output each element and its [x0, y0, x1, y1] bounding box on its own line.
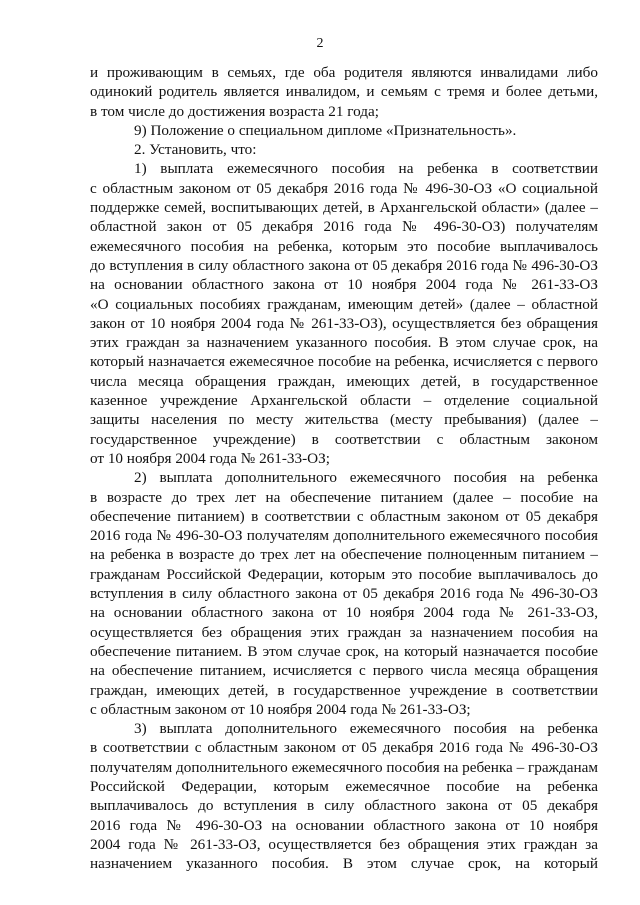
text-line: 2016 года № 496-30-ОЗ на основании областного закона от 10 ноября [90, 816, 598, 834]
document-body [90, 63, 598, 873]
page-number: 2 [316, 36, 324, 51]
text-line: на основании областного закона от 10 ноября 2004 года № 261-33-ОЗ [90, 276, 598, 294]
text-line: 1) выплата ежемесячного пособия на ребенка в соответствии [134, 160, 598, 178]
text-line: на основании областного закона от 10 ноября 2004 года № 261-33-ОЗ, [90, 604, 598, 622]
text-line: числа месяца обращения граждан, имеющих детей, в государственное [90, 372, 598, 390]
text-line: защиты населения по месту жительства (месту пребывания) (далее – [90, 411, 598, 429]
text-line: казенное учреждение Архангельской области – отделение социальной [90, 392, 598, 410]
text-line: гражданам Российской Федерации, которым это пособие выплачивалось до [90, 565, 598, 583]
text-line: с областным законом от 05 декабря 2016 года № 496-30-ОЗ «О социальной [90, 179, 598, 197]
text-line: получателям дополнительного ежемесячного пособия на ребенка – гражданам [90, 758, 598, 776]
text-line: 3) выплата дополнительного ежемесячного пособия на ребенка [134, 720, 598, 738]
text-line: ежемесячного пособия на ребенка, которым это пособие выплачивалось [90, 237, 598, 255]
text-line: 9) Положение о специальном дипломе «Признательность». [134, 121, 517, 139]
text-line: от 10 ноября 2004 года № 261-33-ОЗ; [90, 449, 330, 467]
text-line: 2016 года № 496-30-ОЗ получателям дополнительного ежемесячного пособия [90, 527, 598, 545]
text-line: обеспечение питанием. В этом случае срок, на который назначается пособие [90, 642, 598, 660]
text-line: в том числе до достижения возраста 21 года; [90, 102, 379, 120]
text-line: 2) выплата дополнительного ежемесячного пособия на ребенка [134, 469, 598, 487]
text-line: на обеспечение питанием, исчисляется с первого числа месяца обращения [90, 662, 598, 680]
text-line: Российской Федерации, которым ежемесячное пособие на ребенка [90, 777, 598, 795]
text-line: государственное учреждение) в соответствии с областным законом [90, 430, 598, 448]
text-line: областной закон от 05 декабря 2016 года № 496-30-ОЗ) получателям [90, 218, 598, 236]
text-line: который назначается ежемесячное пособие на ребенка, исчисляется с первого [90, 353, 598, 371]
text-line: «О социальных пособиях гражданам, имеющим детей» (далее – областной [90, 295, 598, 313]
text-line: до вступления в силу областного закона от 05 декабря 2016 года № 496-30-ОЗ [90, 256, 598, 274]
text-line: поддержке семей, воспитывающих детей, в Архангельской области» (далее – [90, 199, 598, 217]
text-line: 2. Установить, что: [134, 141, 257, 159]
text-line: в соответствии с областным законом от 05 декабря 2016 года № 496-30-ОЗ [90, 739, 598, 757]
text-line: назначением указанного пособия. В этом случае срок, на который [90, 855, 598, 873]
text-line: в возрасте до трех лет на обеспечение питанием (далее – пособие на [90, 488, 598, 506]
text-line: обеспечение питанием) в соответствии с областным законом от 05 декабря [90, 507, 598, 525]
text-line: граждан, имеющих детей, в государственное учреждение в соответствии [90, 681, 598, 699]
text-line: и проживающим в семьях, где оба родителя являются инвалидами либо [90, 64, 598, 81]
text-line: выплачивалось до вступления в силу областного закона от 05 декабря [90, 797, 598, 815]
text-line: закон от 10 ноября 2004 года № 261-33-ОЗ), осуществляется без обращения [90, 314, 598, 332]
text-line: 2004 года № 261-33-ОЗ, осуществляется без обращения этих граждан за [90, 835, 598, 853]
text-line: на ребенка в возрасте до трех лет на обеспечение полноценным питанием – [90, 546, 598, 564]
text-line: вступления в силу областного закона от 05 декабря 2016 года № 496-30-ОЗ [90, 585, 598, 603]
text-line: с областным законом от 10 ноября 2004 года № 261-33-ОЗ; [90, 700, 471, 718]
text-line: одинокий родитель является инвалидом, и семьям с тремя и более детьми, [90, 83, 598, 101]
text-line: этих граждан за назначением указанного пособия. В этом случае срок, на [90, 334, 598, 352]
text-line: осуществляется без обращения этих граждан за назначением пособия на [90, 623, 598, 641]
